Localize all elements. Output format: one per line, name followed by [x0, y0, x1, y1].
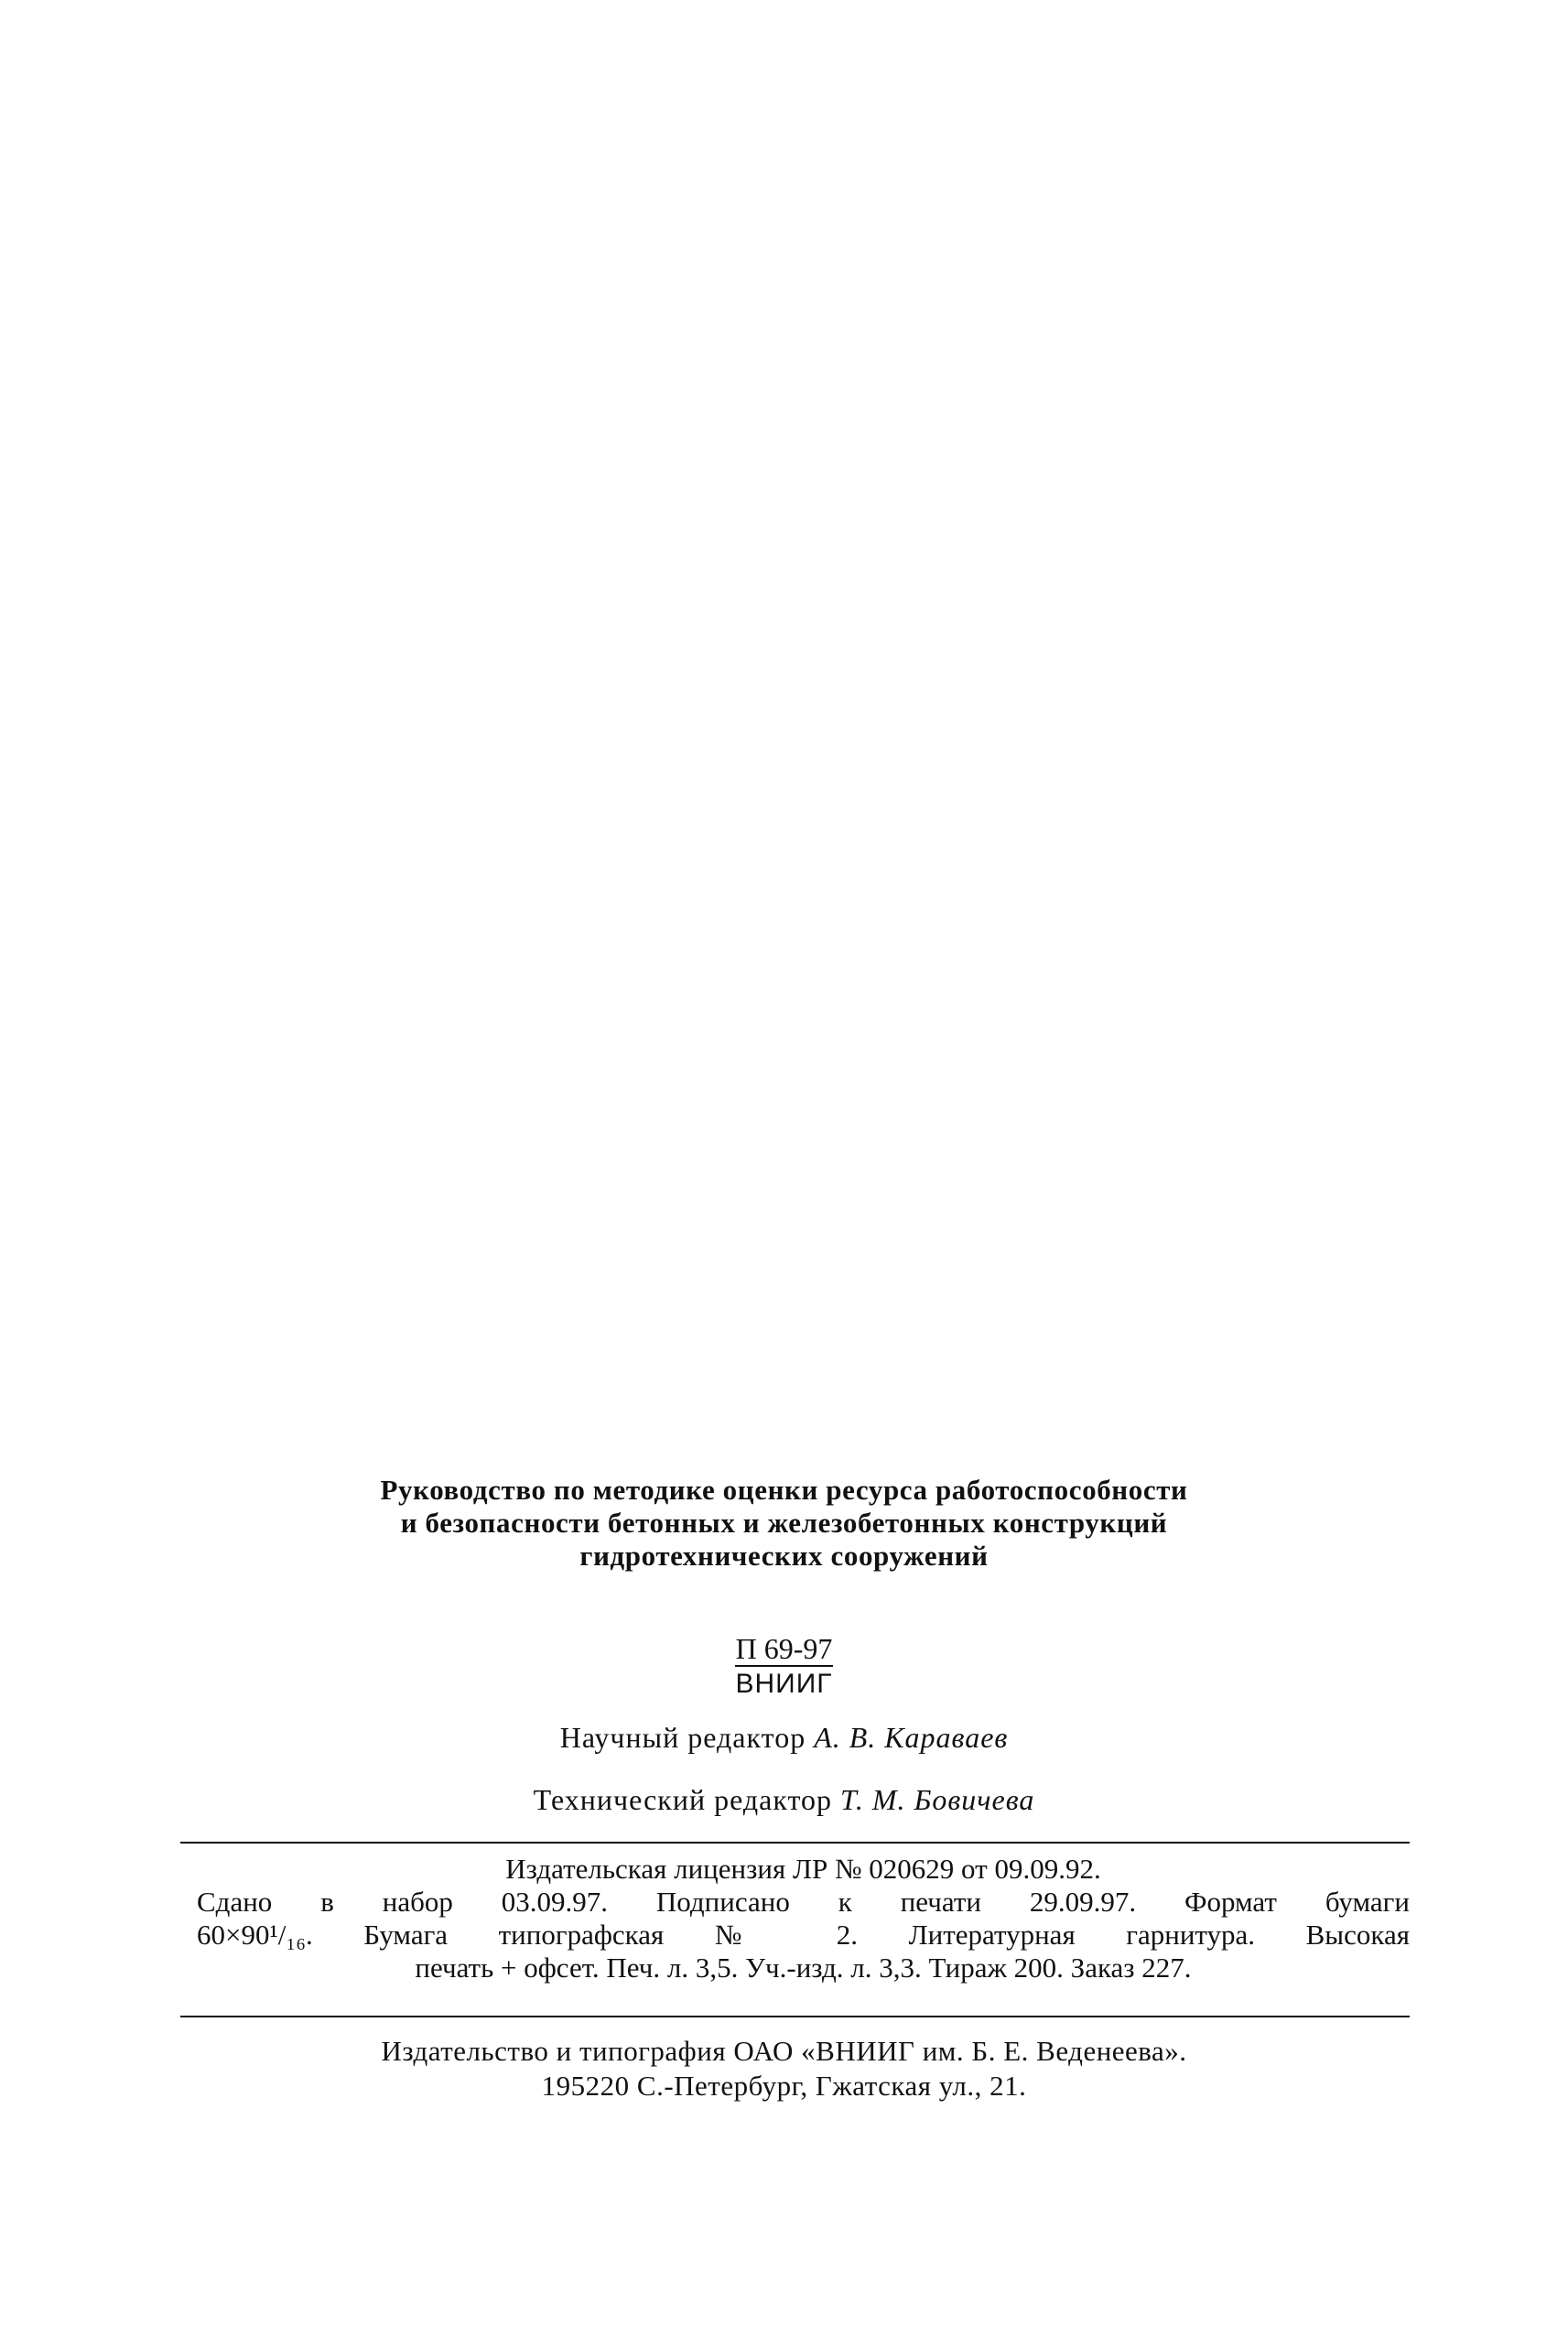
publisher-block — [0, 2034, 1568, 2103]
document-code — [0, 1632, 1568, 1700]
technical-editor-role: Технический редактор — [533, 1783, 833, 1816]
imprint-block — [197, 1853, 1410, 1984]
divider-bottom — [180, 2016, 1410, 2017]
scientific-editor — [0, 1721, 1568, 1755]
publisher-line-1: Издательство и типография ОАО «ВНИИГ им. Б. Е. Веденеева». — [381, 2035, 1187, 2067]
divider-top — [180, 1842, 1410, 1844]
scientific-editor-name: А. В. Караваев — [814, 1721, 1009, 1754]
scientific-editor-role: Научный редактор — [559, 1721, 806, 1754]
document-title — [183, 1474, 1385, 1573]
title-line-3: гидротехнических сооружений — [579, 1540, 989, 1572]
imprint-line-1: Издательская лицензия ЛР № 020629 от 09.09.92. — [505, 1853, 1101, 1885]
document-code-fraction — [735, 1632, 832, 1700]
title-line-1: Руководство по методике оценки ресурса работоспособности — [380, 1474, 1188, 1506]
document-organization: ВНИИГ — [735, 1665, 832, 1700]
title-line-2: и безопасности бетонных и железобетонных конструкций — [400, 1507, 1168, 1539]
technical-editor — [0, 1783, 1568, 1817]
imprint-line-2: Сдано в набор 03.09.97. Подписано к печати 29.09.97. Формат бумаги — [197, 1886, 1410, 1918]
imprint-line-4: печать + офсет. Печ. л. 3,5. Уч.-изд. л. 3,3. Тираж 200. Заказ 227. — [415, 1952, 1192, 1984]
technical-editor-name: Т. М. Бовичева — [840, 1783, 1035, 1816]
imprint-line-3: 60×90¹/₁₆. Бумага типографская № 2. Литературная гарнитура. Высокая — [197, 1919, 1410, 1951]
publisher-line-2: 195220 С.-Петербург, Гжатская ул., 21. — [541, 2070, 1027, 2102]
document-number: П 69-97 — [735, 1632, 833, 1665]
